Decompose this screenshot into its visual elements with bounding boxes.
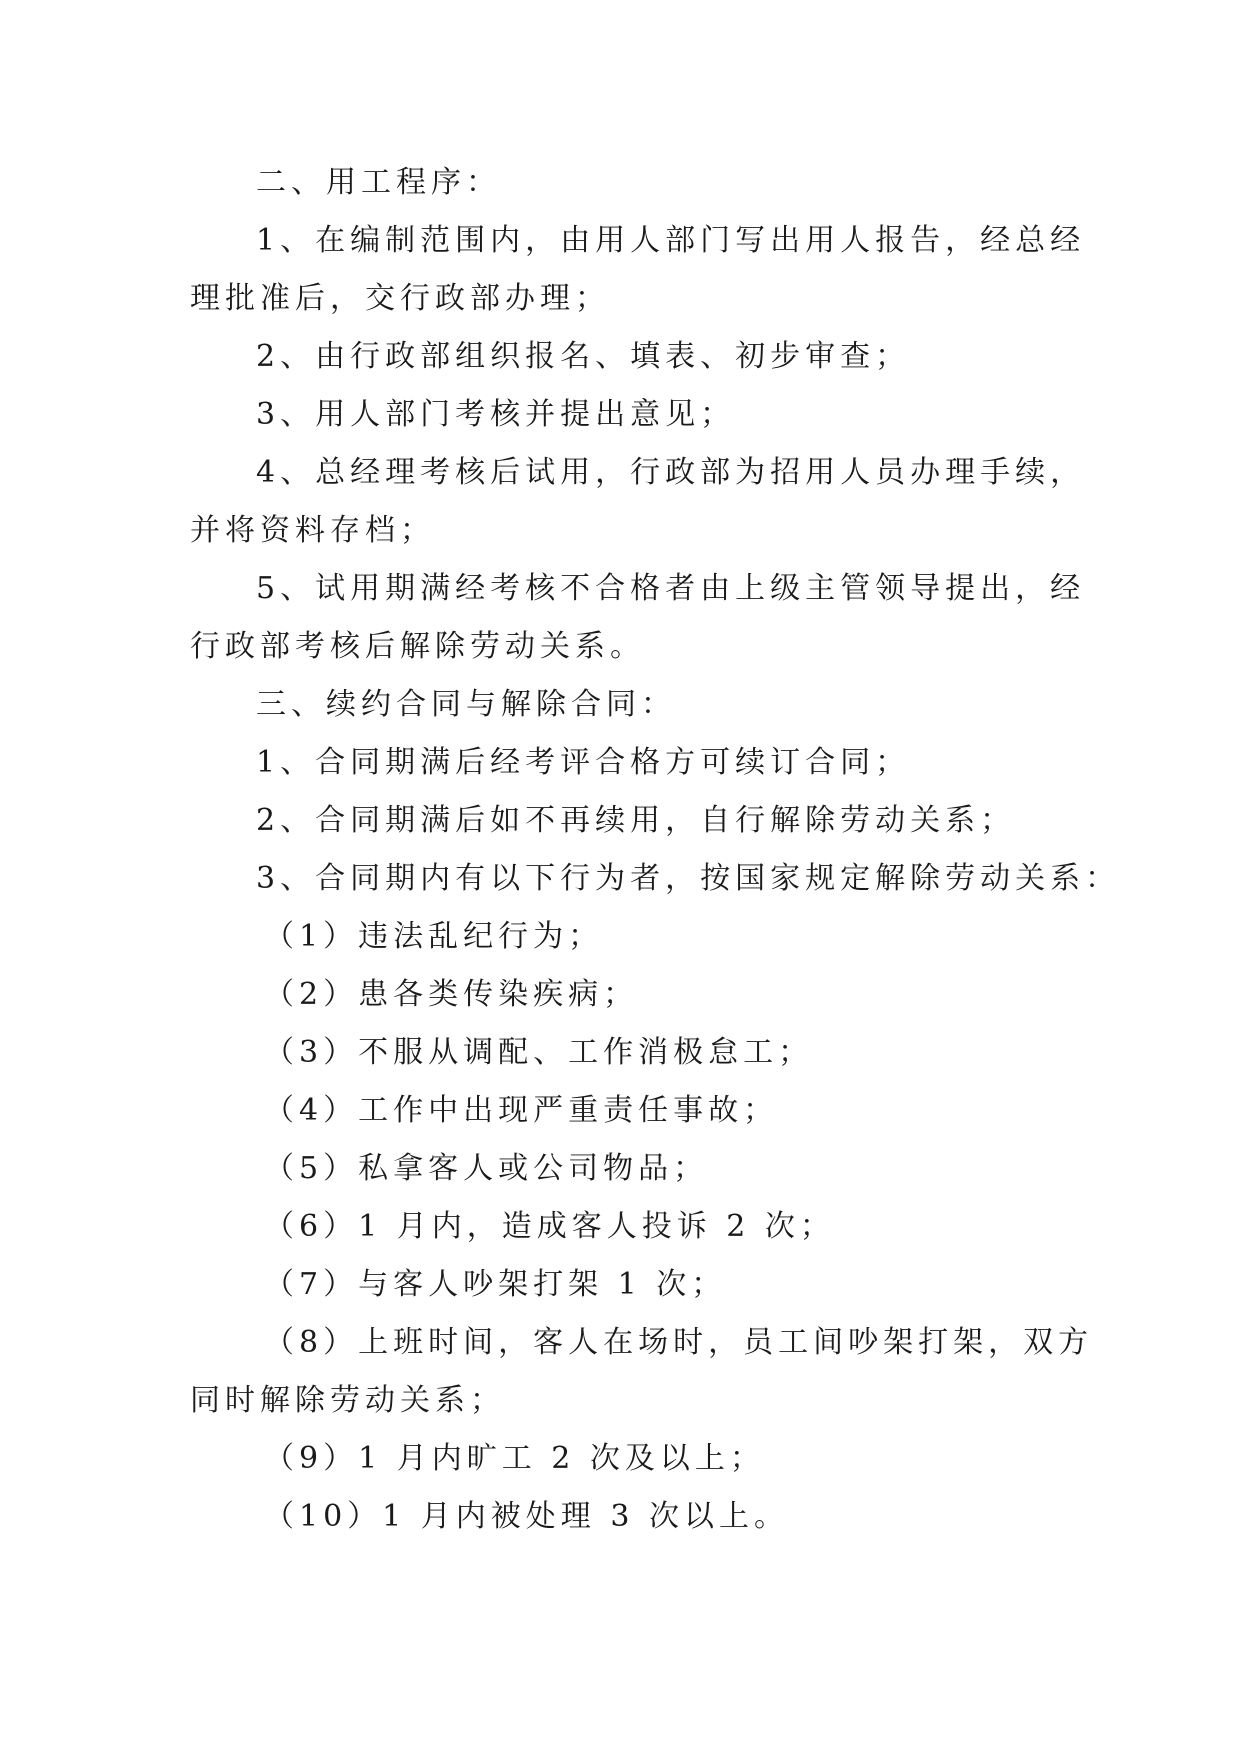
list-item: （1）违法乱纪行为；: [264, 919, 604, 954]
paragraph-line: 同时解除劳动关系；: [190, 1383, 505, 1418]
list-item: （10）1 月内被处理 3 次以上。: [264, 1499, 789, 1534]
list-item: （4）工作中出现严重责任事故；: [264, 1093, 779, 1128]
document-body: [190, 154, 1121, 1546]
paragraph-line: 3、合同期内有以下行为者，按国家规定解除劳动关系：: [256, 861, 1121, 896]
paragraph-line: 1、合同期满后经考评合格方可续订合同；: [256, 745, 911, 780]
paragraph-line: 2、合同期满后如不再续用，自行解除劳动关系；: [256, 803, 1016, 838]
paragraph-line: 1、在编制范围内，由用人部门写出用人报告，经总经: [256, 223, 1086, 258]
list-item: （9）1 月内旷工 2 次及以上；: [264, 1441, 765, 1476]
paragraph-line: 5、试用期满经考核不合格者由上级主管领导提出，经: [256, 571, 1086, 606]
paragraph-line: 并将资料存档；: [190, 513, 435, 548]
section-heading-employment-procedure: 二、用工程序：: [256, 165, 501, 200]
list-item: （8）上班时间，客人在场时，员工间吵架打架，双方: [264, 1325, 1094, 1360]
list-item: （2）患各类传染疾病；: [264, 977, 639, 1012]
list-item: （6）1 月内，造成客人投诉 2 次；: [264, 1209, 835, 1244]
paragraph-line: 4、总经理考核后试用，行政部为招用人员办理手续，: [256, 455, 1086, 490]
list-item: （5）私拿客人或公司物品；: [264, 1151, 709, 1186]
list-item: （3）不服从调配、工作消极怠工；: [264, 1035, 814, 1070]
list-item: （7）与客人吵架打架 1 次；: [264, 1267, 727, 1302]
paragraph-line: 理批准后，交行政部办理；: [190, 281, 610, 316]
paragraph-line: 行政部考核后解除劳动关系。: [190, 629, 645, 664]
paragraph-line: 3、用人部门考核并提出意见；: [256, 397, 736, 432]
section-heading-contract-renewal: 三、续约合同与解除合同：: [256, 687, 676, 722]
paragraph-line: 2、由行政部组织报名、填表、初步审查；: [256, 339, 911, 374]
